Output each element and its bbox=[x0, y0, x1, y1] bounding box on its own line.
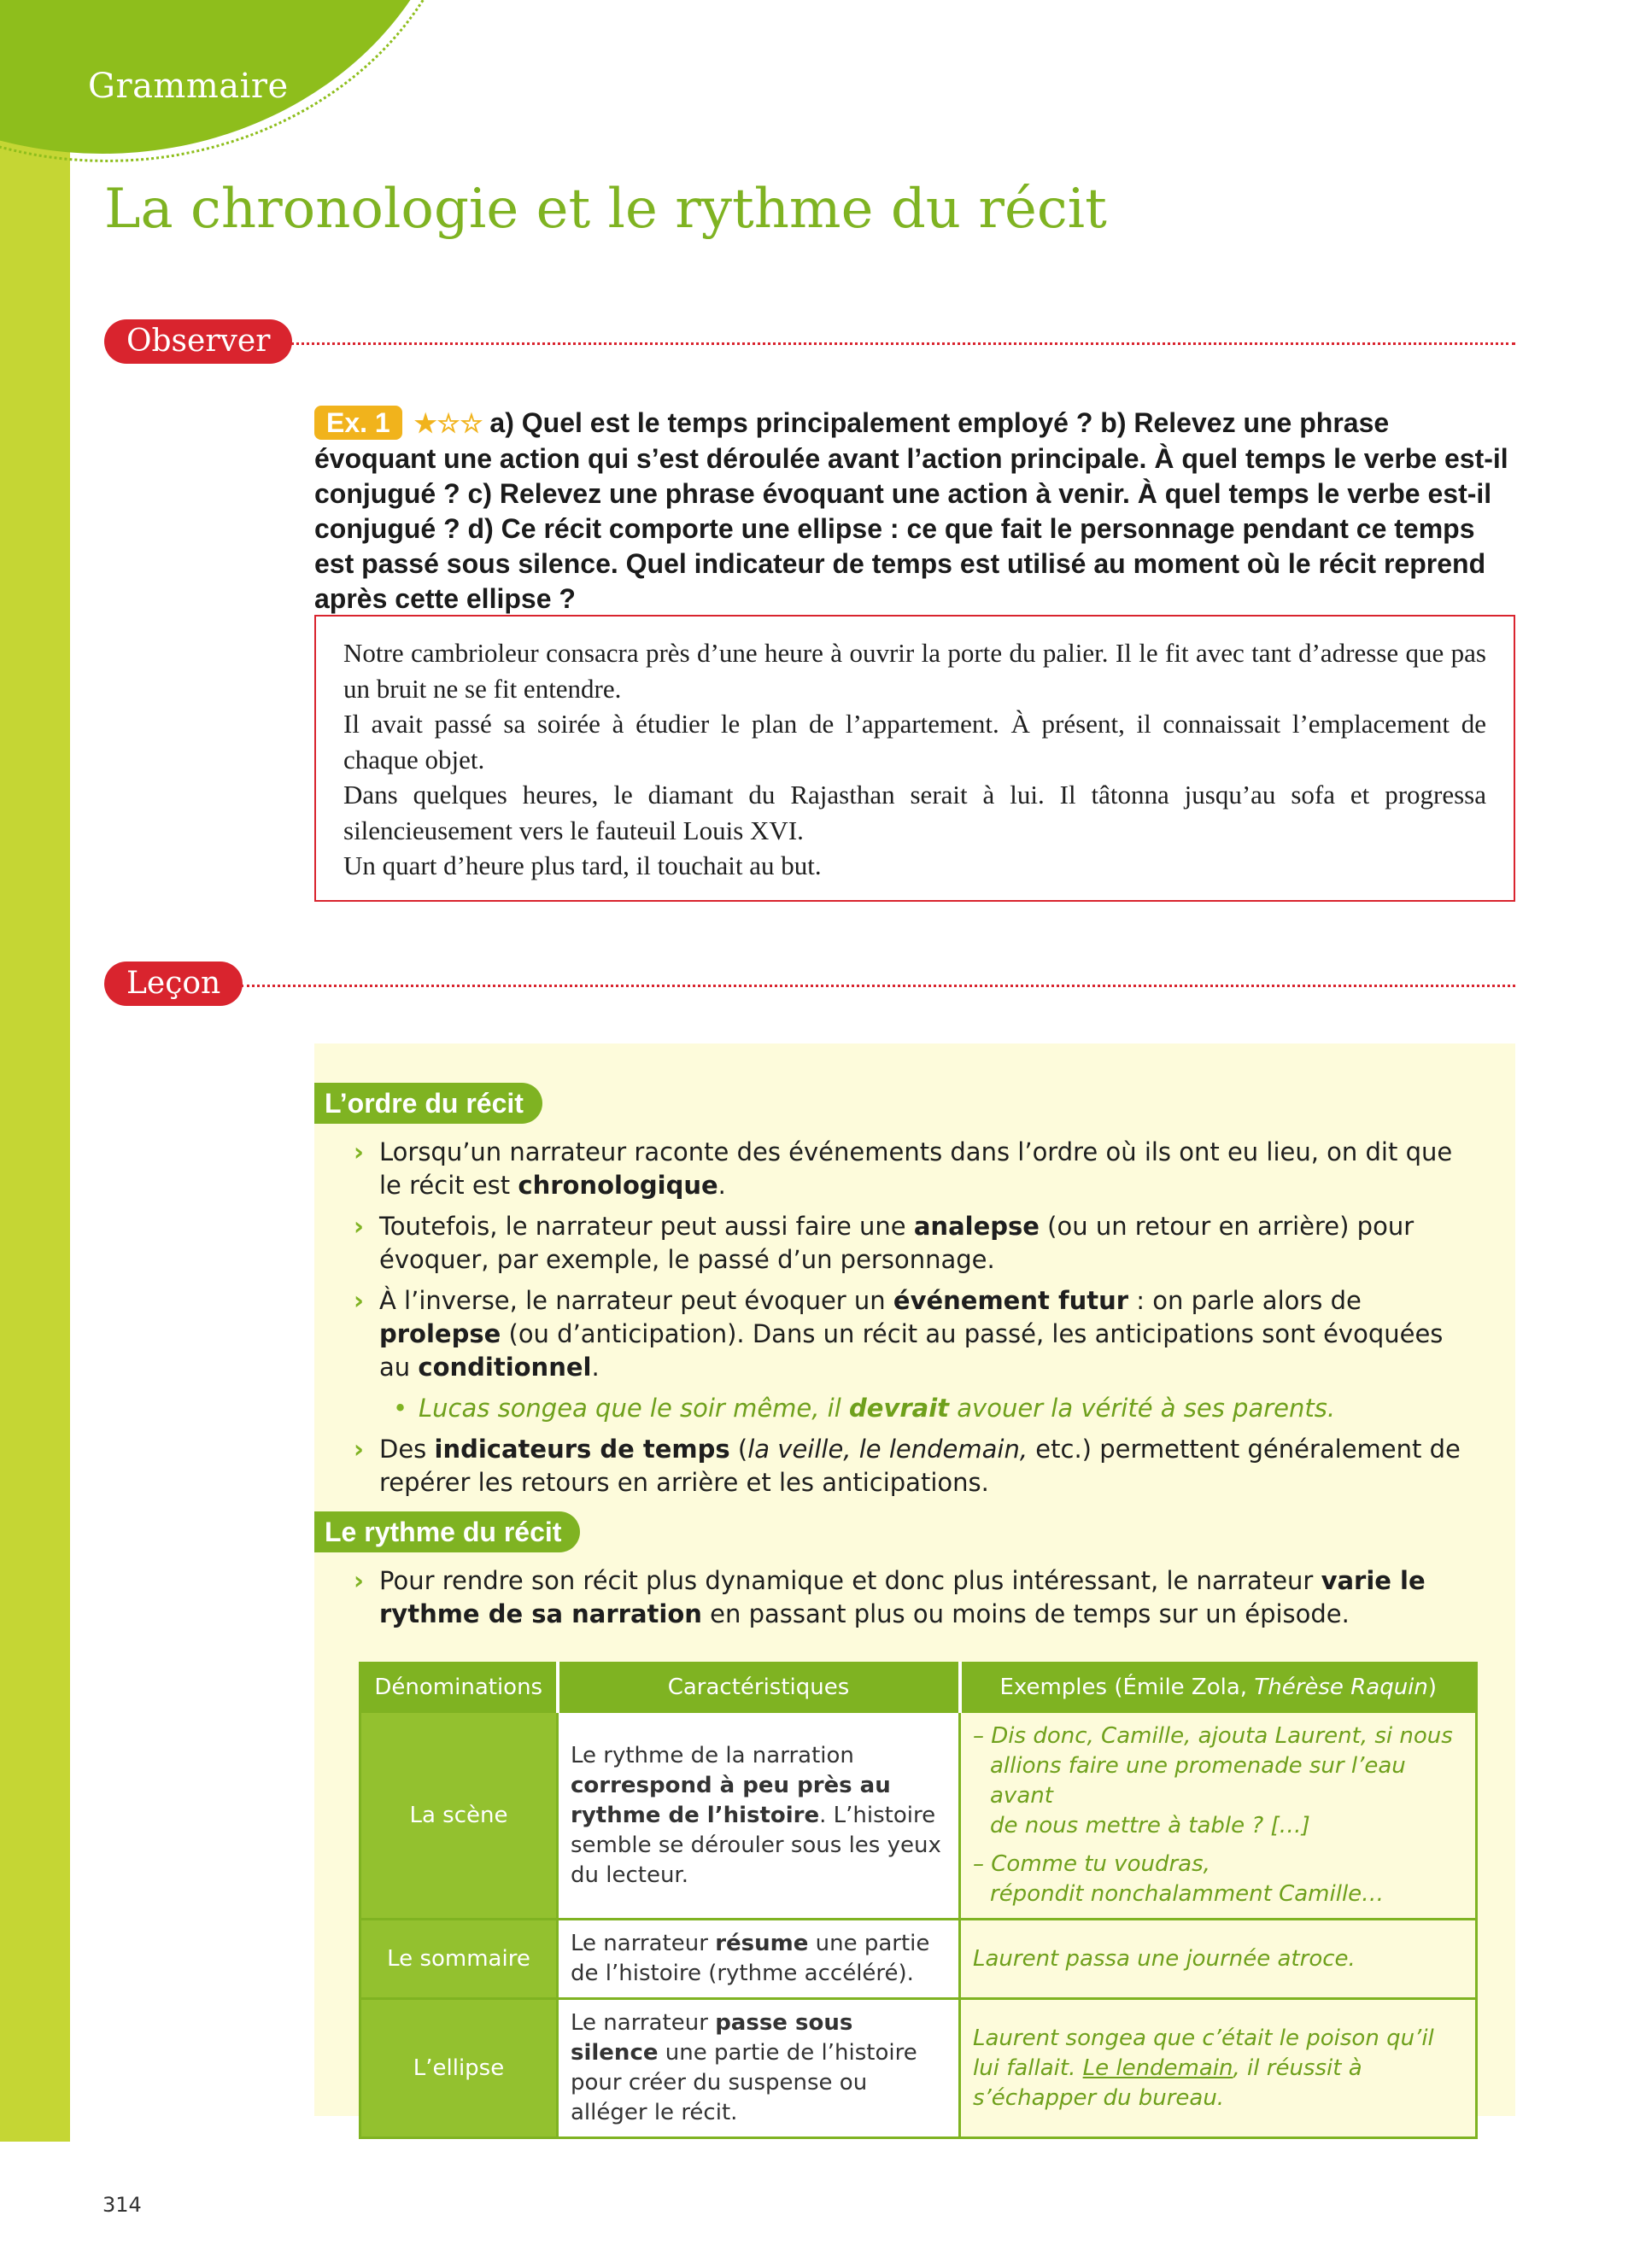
example-sentence: • Lucas songea que le soir même, il devrait avouer la vérité à ses parents. bbox=[354, 1392, 1464, 1425]
page-title: La chronologie et le rythme du récit bbox=[104, 178, 1107, 241]
exercise-badge: Ex. 1 bbox=[314, 406, 402, 440]
list-item: › À l’inverse, le narrateur peut évoquer un événement futur : on parle alors de prolepse (ou d’anticipation). Dans un récit au passé, les anticipations sont évoquées au conditionnel. bbox=[354, 1286, 1444, 1382]
example-cell: Laurent passa une journée atroce. bbox=[960, 1920, 1477, 1999]
example-cell: Laurent songea que c’était le poison qu’il lui fallait. Le lendemain, il réussit à s’échapper du bureau. bbox=[960, 1999, 1477, 2138]
chevron-right-icon: › bbox=[354, 1435, 364, 1464]
page-number: 314 bbox=[102, 2193, 142, 2217]
lecon-divider bbox=[241, 985, 1515, 987]
column-header: Caractéristiques bbox=[558, 1663, 960, 1712]
excerpt-paragraph: Un quart d’heure plus tard, il touchait au but. bbox=[343, 850, 822, 880]
exercise-1 bbox=[314, 406, 1514, 617]
excerpt-paragraph: Il avait passé sa soirée à étudier le plan de l’appartement. À présent, il connaissait l’emplacement de chaque objet. bbox=[343, 709, 1486, 775]
example-cell: – Dis donc, Camille, ajouta Laurent, si nous allions faire une promenade sur l’eau avant de nous mettre à table ? […] – Comme tu voudras, répondit nonchalamment Camille… bbox=[960, 1712, 1477, 1920]
table-row bbox=[360, 1712, 1477, 1920]
characteristic-cell: Le narrateur passe sous silence une partie de l’histoire pour créer du suspense ou alléger le récit. bbox=[558, 1999, 960, 2138]
characteristic-cell: Le narrateur résume une partie de l’histoire (rythme accéléré). bbox=[558, 1920, 960, 1999]
characteristic-cell: Le rythme de la narration correspond à peu près au rythme de l’histoire. L’histoire semble se dérouler sous les yeux du lecteur. bbox=[558, 1712, 960, 1920]
section-label: Grammaire bbox=[88, 67, 289, 106]
table-header-row bbox=[360, 1663, 1477, 1712]
list-item: › Des indicateurs de temps (la veille, le lendemain, etc.) permettent généralement de repérer les retours en arrière et les anticipations. bbox=[354, 1435, 1461, 1497]
excerpt-box bbox=[314, 615, 1515, 902]
denomination-cell: L’ellipse bbox=[360, 1999, 558, 2138]
chevron-right-icon: › bbox=[354, 1212, 364, 1241]
observer-label: Observer bbox=[104, 319, 292, 364]
ordre-bullets bbox=[354, 1136, 1464, 1507]
list-item: › Pour rendre son récit plus dynamique et donc plus intéressant, le narrateur varie le rythme de sa narration en passant plus ou moins de temps sur un épisode. bbox=[354, 1566, 1426, 1628]
observer-divider bbox=[285, 342, 1515, 345]
list-item: › Toutefois, le narrateur peut aussi faire une analepse (ou un retour en arrière) pour évoquer, par exemple, le passé d’un personnage. bbox=[354, 1212, 1414, 1274]
exercise-prompt: a) Quel est le temps principalement employé ? b) Relevez une phrase évoquant une action qui s’est déroulée avant l’action principale. À quel temps le verbe est-il conjugué ? c) Relevez une phrase évoquant une action à venir. À quel temps le verbe est-il conjugué ? d) Ce récit comporte une ellipse : ce que fait le personnage pendant ce temps est passé sous silence. Quel indicateur de temps est utilisé au moment où le récit reprend après cette ellipse ? bbox=[314, 407, 1508, 614]
ordre-heading: L’ordre du récit bbox=[314, 1083, 542, 1124]
rhythm-table bbox=[359, 1662, 1478, 2139]
rythme-bullets bbox=[354, 1564, 1464, 1639]
left-color-bar bbox=[0, 0, 70, 2142]
excerpt-paragraph: Notre cambrioleur consacra près d’une heure à ouvrir la porte du palier. Il le fit avec tant d’adresse que pas un bruit ne se fit entendre. bbox=[343, 638, 1486, 704]
chevron-right-icon: › bbox=[354, 1286, 364, 1315]
bullet-dot-icon: • bbox=[393, 1394, 408, 1423]
chevron-right-icon: › bbox=[354, 1137, 364, 1166]
denomination-cell: Le sommaire bbox=[360, 1920, 558, 1999]
list-item: › Lorsqu’un narrateur raconte des événements dans l’ordre où ils ont eu lieu, on dit que le récit est chronologique. bbox=[354, 1137, 1453, 1200]
denomination-cell: La scène bbox=[360, 1712, 558, 1920]
excerpt-paragraph: Dans quelques heures, le diamant du Rajasthan serait à lui. Il tâtonna jusqu’au sofa et progressa silencieusement vers le fauteuil Louis XVI. bbox=[343, 780, 1486, 845]
column-header: Exemples (Émile Zola, Thérèse Raquin) bbox=[960, 1663, 1477, 1712]
difficulty-stars-icon: ★☆☆ bbox=[413, 410, 483, 438]
table-row bbox=[360, 1999, 1477, 2138]
lecon-label: Leçon bbox=[104, 962, 243, 1006]
table-row bbox=[360, 1920, 1477, 1999]
rythme-heading: Le rythme du récit bbox=[314, 1511, 580, 1552]
chevron-right-icon: › bbox=[354, 1566, 364, 1595]
column-header: Dénominations bbox=[360, 1663, 558, 1712]
